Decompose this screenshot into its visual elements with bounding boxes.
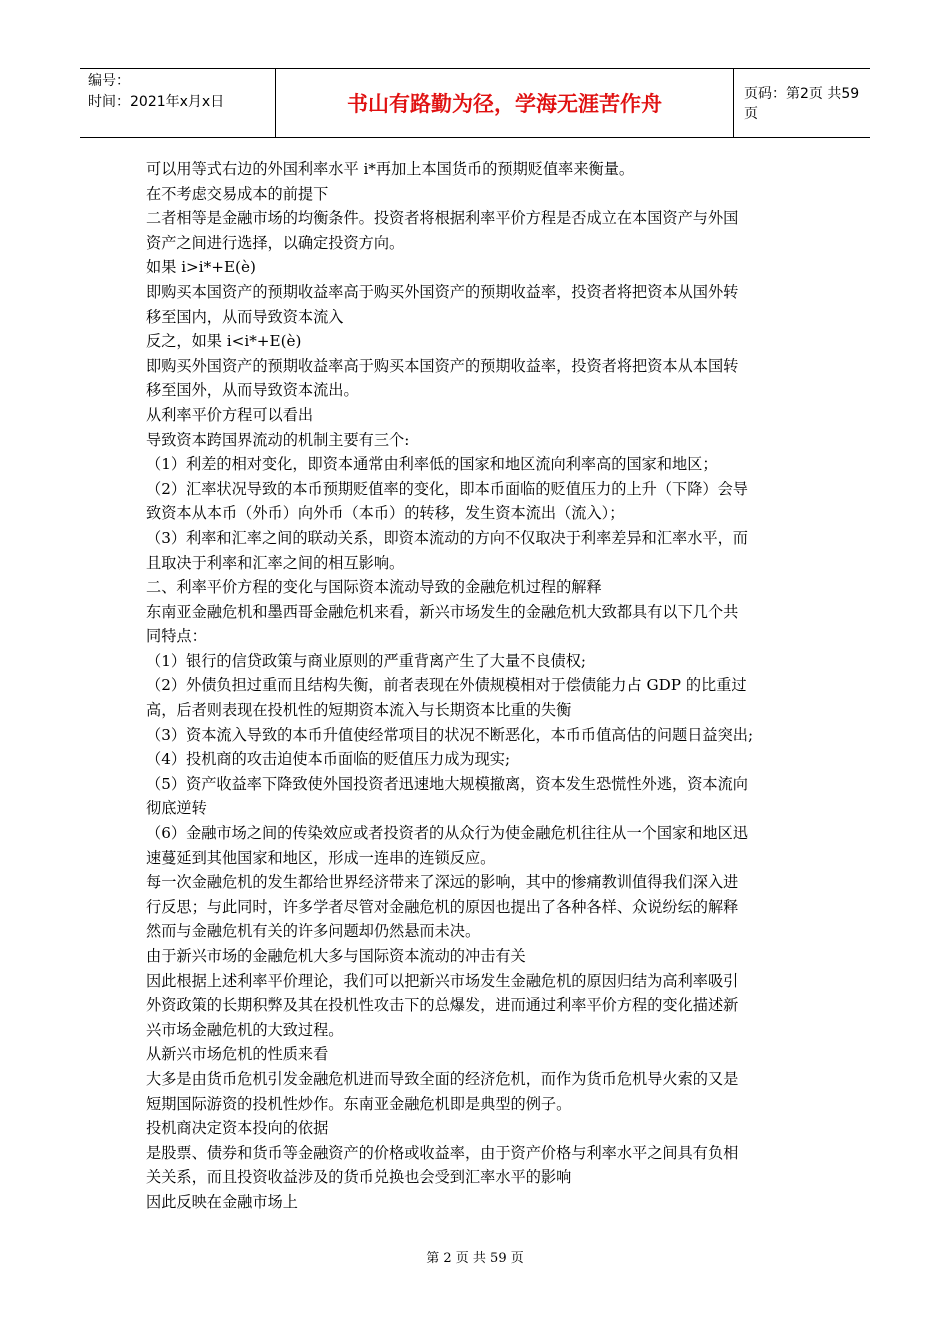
text-line: 外资政策的长期积弊及其在投机性攻击下的总爆发，进而通过利率平价方程的变化描述新	[146, 996, 739, 1015]
text-line: 即购买本国资产的预期收益率高于购买外国资产的预期收益率，投资者将把资本从国外转	[146, 282, 739, 301]
page-header	[80, 68, 870, 138]
text-line: 彻底逆转	[146, 799, 207, 818]
text-line: 资产之间进行选择，以确定投资方向。	[146, 233, 405, 252]
text-line: 移至国外，从而导致资本流出。	[146, 381, 359, 400]
header-motto: 书山有路勤为径，学海无涯苦作舟	[276, 69, 734, 137]
text-line: 关关系，而且投资收益涉及的货币兑换也会受到汇率水平的影响	[146, 1168, 572, 1187]
page-footer: 第 2 页 共 59 页	[426, 1251, 524, 1266]
text-line: 行反思；与此同时，许多学者尽管对金融危机的原因也提出了各种各样、众说纷纭的解释	[146, 897, 739, 916]
text-line: 可以用等式右边的外国利率水平 i*再加上本国货币的预期贬值率来衡量。	[146, 160, 635, 178]
text-line: 二者相等是金融市场的均衡条件。投资者将根据利率平价方程是否成立在本国资产与外国	[146, 209, 739, 228]
text-line: 兴市场金融危机的大致过程。	[146, 1020, 344, 1039]
text-line: 高，后者则表现在投机性的短期资本流入与长期资本比重的失衡	[146, 701, 572, 720]
text-line: 致资本从本币（外币）向外币（本币）的转移，发生资本流出（流入）；	[146, 504, 625, 523]
text-line: 因此反映在金融市场上	[146, 1192, 298, 1211]
text-line: 因此根据上述利率平价理论，我们可以把新兴市场发生金融危机的原因归结为高利率吸引	[146, 971, 739, 990]
text-line: 即购买外国资产的预期收益率高于购买本国资产的预期收益率，投资者将把资本从本国转	[146, 356, 739, 375]
text-line: （4）投机商的攻击迫使本币面临的贬值压力成为现实;	[146, 750, 511, 769]
text-line: 然而与金融危机有关的许多问题却仍然悬而未决。	[146, 922, 481, 941]
text-line: 移至国内，从而导致资本流入	[146, 307, 344, 326]
text-line: 导致资本跨国界流动的机制主要有三个:	[146, 430, 410, 449]
text-line: （3）资本流入导致的本币升值使经常项目的状况不断恶化，本币币值高估的问题日益突出;	[146, 725, 754, 744]
text-line: （2）外债负担过重而且结构失衡，前者表现在外债规模相对于偿债能力占 GDP 的比重过	[146, 676, 747, 695]
text-line: 且取决于利率和汇率之间的相互影响。	[146, 553, 405, 572]
document-body	[146, 157, 818, 1215]
text-line: 二、利率平价方程的变化与国际资本流动导致的金融危机过程的解释	[146, 578, 602, 597]
text-line: 如果 i>i*+E(è)	[146, 258, 256, 277]
header-number-label: 编号：	[88, 73, 130, 89]
header-page-info: 页码：第2页 共59页	[744, 86, 860, 122]
text-line: 在不考虑交易成本的前提下	[146, 184, 329, 203]
text-line: （5）资产收益率下降致使外国投资者迅速地大规模撤离，资本发生恐慌性外逃，资本流向	[146, 774, 748, 793]
text-line: （1）利差的相对变化，即资本通常由利率低的国家和地区流向利率高的国家和地区；	[146, 455, 718, 474]
text-line: 从利率平价方程可以看出	[146, 405, 314, 424]
text-line: 是股票、债券和货币等金融资产的价格或收益率，由于资产价格与利率水平之间具有负相	[146, 1143, 739, 1162]
header-meta	[80, 69, 276, 137]
text-line: 东南亚金融危机和墨西哥金融危机来看，新兴市场发生的金融危机大致都具有以下几个共	[146, 602, 739, 621]
text-line: （6）金融市场之间的传染效应或者投资者的从众行为使金融危机往往从一个国家和地区迅	[146, 824, 748, 843]
text-line: 速蔓延到其他国家和地区，形成一连串的连锁反应。	[146, 848, 496, 867]
header-time-label: 时间：2021年x月x日	[88, 94, 225, 110]
text-line: 每一次金融危机的发生都给世界经济带来了深远的影响，其中的惨痛教训值得我们深入进	[146, 873, 739, 892]
text-line: 投机商决定资本投向的依据	[146, 1119, 329, 1138]
text-line: （1）银行的信贷政策与商业原则的严重背离产生了大量不良债权;	[146, 651, 587, 670]
text-line: 反之，如果 i<i*+E(è)	[146, 332, 302, 351]
text-line: （3）利率和汇率之间的联动关系，即资本流动的方向不仅取决于利率差异和汇率水平，而	[146, 528, 748, 547]
text-line: 从新兴市场危机的性质来看	[146, 1045, 329, 1064]
text-line: 由于新兴市场的金融危机大多与国际资本流动的冲击有关	[146, 947, 526, 965]
text-line: 大多是由货币危机引发金融危机进而导致全面的经济危机，而作为货币危机导火索的又是	[146, 1069, 739, 1088]
text-line: 同特点：	[146, 627, 207, 646]
text-line: 短期国际游资的投机性炒作。东南亚金融危机即是典型的例子。	[146, 1094, 572, 1113]
text-line: （2）汇率状况导致的本币预期贬值率的变化，即本币面临的贬值压力的上升（下降）会导	[146, 479, 748, 498]
